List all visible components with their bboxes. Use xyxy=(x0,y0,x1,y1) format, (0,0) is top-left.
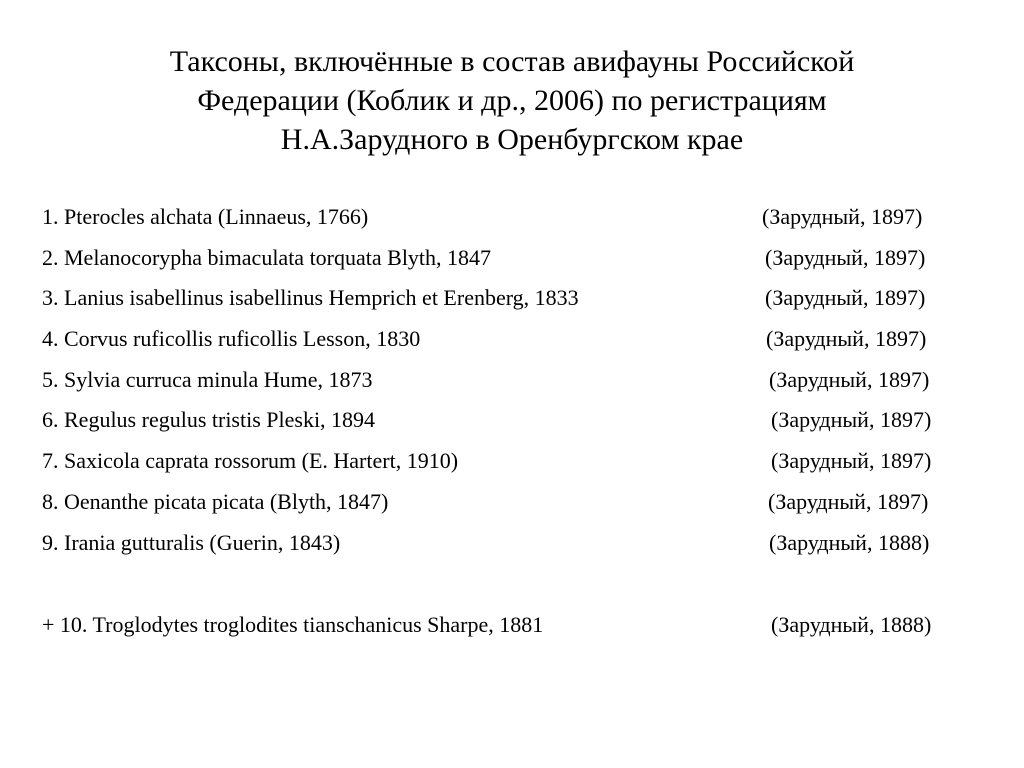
taxon-entry-9 xyxy=(0,528,1024,558)
taxon-source: (Зарудный, 1888) xyxy=(771,612,932,637)
title-line-3: Н.А.Зарудного в Оренбургском крае xyxy=(280,123,744,156)
taxon-name: 9. Irania gutturalis (Guerin, 1843) xyxy=(42,530,341,555)
taxon-name: 6. Regulus regulus tristis Pleski, 1894 xyxy=(42,407,376,432)
taxon-source: (Зарудный, 1897) xyxy=(771,407,932,432)
taxon-name: 8. Oenanthe picata picata (Blyth, 1847) xyxy=(42,489,389,514)
taxon-entry-10 xyxy=(0,610,1024,640)
taxon-source: (Зарудный, 1897) xyxy=(771,448,932,473)
title-line-1: Таксоны, включённые в состав авифауны Российской xyxy=(169,45,855,78)
taxon-source: (Зарудный, 1897) xyxy=(768,489,929,514)
taxon-entry-5 xyxy=(0,365,1024,395)
taxon-source: (Зарудный, 1897) xyxy=(765,285,926,310)
taxon-name: + 10. Troglodytes troglodites tianschanicus Sharpe, 1881 xyxy=(42,612,544,637)
taxon-name: 4. Corvus ruficollis ruficollis Lesson, 1830 xyxy=(42,326,421,351)
taxon-name: 3. Lanius isabellinus isabellinus Hemprich et Erenberg, 1833 xyxy=(42,285,579,310)
taxon-name: 5. Sylvia curruca minula Hume, 1873 xyxy=(42,367,373,392)
title-line-2: Федерации (Коблик и др., 2006) по регистрациям xyxy=(197,84,827,117)
taxon-entry-8 xyxy=(0,487,1024,517)
taxon-name: 2. Melanocorypha bimaculata torquata Blyth, 1847 xyxy=(42,245,492,270)
taxon-name: 1. Pterocles alchata (Linnaeus, 1766) xyxy=(42,204,369,229)
slide-title xyxy=(0,42,1024,159)
taxon-source: (Зарудный, 1897) xyxy=(766,326,927,351)
taxon-entry-1 xyxy=(0,202,1024,232)
taxon-name: 7. Saxicola caprata rossorum (E. Hartert, 1910) xyxy=(42,448,459,473)
taxon-source: (Зарудный, 1897) xyxy=(765,245,926,270)
taxon-entry-2 xyxy=(0,243,1024,273)
taxon-source: (Зарудный, 1897) xyxy=(769,367,930,392)
taxon-source: (Зарудный, 1888) xyxy=(769,530,930,555)
taxon-entry-6 xyxy=(0,405,1024,435)
taxon-entry-7 xyxy=(0,446,1024,476)
taxon-entry-4 xyxy=(0,324,1024,354)
taxon-source: (Зарудный, 1897) xyxy=(762,204,923,229)
taxon-entry-3 xyxy=(0,283,1024,313)
